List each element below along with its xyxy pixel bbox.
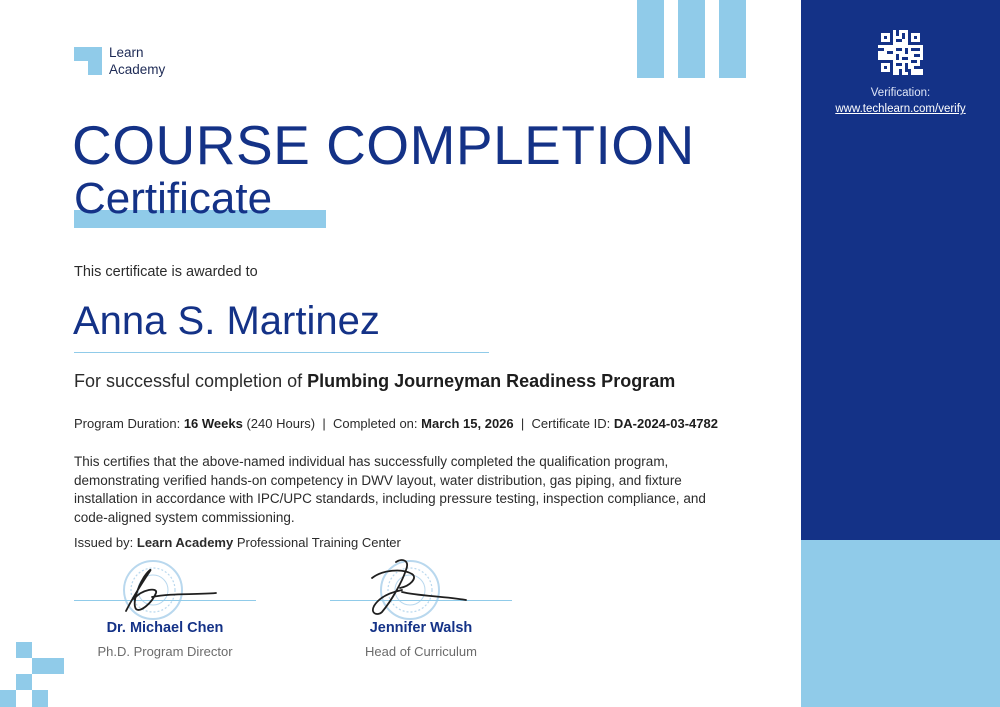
separator: |: [520, 416, 525, 431]
recipient-name: Anna S. Martinez: [73, 299, 380, 343]
duration-value: 16 Weeks: [183, 416, 243, 431]
signature-icon: [362, 556, 472, 618]
issuer-suffix: Professional Training Center: [233, 535, 401, 550]
decor-square: [32, 690, 48, 707]
signer-title: Head of Curriculum: [365, 644, 477, 659]
certificate-subtitle: Certificate: [74, 174, 273, 223]
decor-bar: [719, 0, 746, 78]
verification-link[interactable]: www.techlearn.com/verify: [835, 103, 966, 115]
side-panel: [801, 0, 1000, 540]
signer-name: Dr. Michael Chen: [106, 620, 224, 636]
program-name: Plumbing Journeyman Readiness Program: [307, 371, 676, 391]
decor-square: [16, 642, 32, 658]
separator: |: [322, 416, 326, 431]
logo-line-1: Learn: [109, 45, 144, 60]
logo-icon: [74, 47, 102, 75]
completed-label: Completed on:: [332, 416, 422, 431]
issued-label: Issued by:: [74, 535, 137, 550]
decor-bar: [637, 0, 664, 78]
decor-square: [32, 658, 64, 674]
certificate-title: COURSE COMPLETION: [72, 114, 695, 176]
signer-title: Ph.D. Program Director: [97, 644, 233, 659]
awarded-text: This certificate is awarded to: [74, 264, 258, 280]
certificate-id-value: DA-2024-03-4782: [613, 416, 718, 431]
decor-bar: [678, 0, 705, 78]
side-panel-accent: [801, 540, 1000, 707]
decor-square: [16, 674, 32, 690]
verification-label: Verification:: [870, 87, 931, 99]
logo-line-2: Academy: [109, 62, 166, 77]
completed-value: March 15, 2026: [421, 416, 514, 431]
completion-line: [74, 371, 675, 392]
logo-text: [109, 44, 165, 78]
qr-code-icon[interactable]: [878, 30, 923, 75]
duration-hours: (240 Hours): [242, 416, 316, 431]
issuer-org: Learn Academy: [136, 535, 234, 550]
issued-by: [74, 535, 401, 550]
completion-prefix: For successful completion of: [74, 371, 308, 391]
decor-square: [0, 690, 16, 707]
signature-icon: [112, 563, 222, 615]
name-underline: [74, 352, 489, 353]
certificate-id-label: Certificate ID:: [531, 416, 614, 431]
certification-statement: This certifies that the above-named individual has successfully completed the qualification program, demonstrating verified hands-on competency in DWV layout, water distribution, gas piping, and fixture installation in accordance with IPC/UPC standards, including pressure testing, inspection compliance, and code-aligned system commissioning.: [74, 454, 706, 525]
duration-label: Program Duration:: [74, 416, 184, 431]
signer-name: Jennifer Walsh: [369, 620, 473, 636]
program-details: [74, 416, 718, 431]
